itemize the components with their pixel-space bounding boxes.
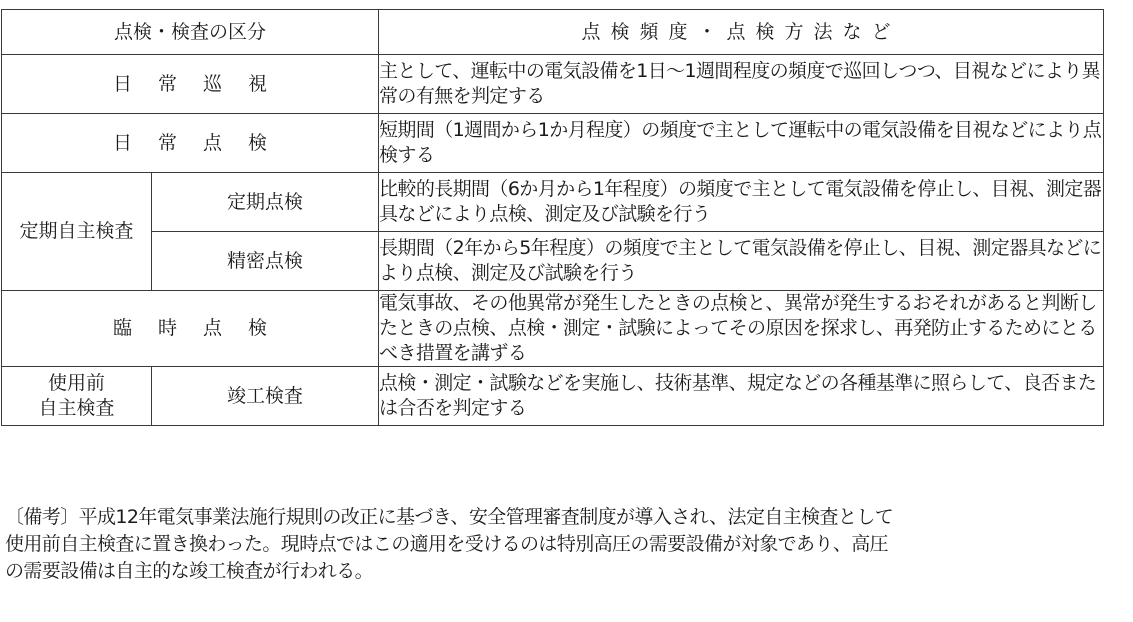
description-temporary-inspection: 電気事故、その他異常が発生したときの点検と、異常が発生するおそれがあると判断したときの点検、点検・測定・試験によってその原因を探求し、再発防止するためにとるべき措置を講ずる	[379, 291, 1104, 367]
inspection-table	[1, 9, 1104, 426]
table-row-periodic-inspection	[2, 173, 1104, 232]
table-row-completion-inspection	[2, 367, 1104, 426]
table-header-row	[2, 10, 1104, 55]
header-category-text: 点検・検査の区分	[114, 20, 267, 43]
group-label-line1: 使用前	[47, 372, 105, 394]
header-method	[379, 10, 1104, 55]
table-row-temporary-inspection	[2, 291, 1104, 367]
description-periodic-inspection: 比較的長期間（6か月から1年程度）の頻度で主として電気設備を停止し、目視、測定器具などにより点検、測定及び試験を行う	[379, 173, 1104, 232]
category-temporary-inspection	[2, 291, 379, 367]
category-label: 定期点検	[227, 190, 304, 213]
group-label: 定期自主検査	[19, 220, 134, 242]
description-detailed-inspection: 長期間（2年から5年程度）の頻度で主として電気設備を停止し、目視、測定器具などにより点検、測定及び試験を行う	[379, 232, 1104, 291]
category-label: 日常巡視	[113, 72, 294, 95]
description-daily-patrol: 主として、運転中の電気設備を1日～1週間程度の頻度で巡回しつつ、目視などにより異常の有無を判定する	[379, 55, 1104, 114]
category-daily-patrol	[2, 55, 379, 114]
group-label-line2: 自主検査	[38, 397, 115, 419]
table-row-daily-patrol	[2, 55, 1104, 114]
remarks-note	[5, 504, 1115, 585]
category-completion-inspection	[152, 367, 379, 426]
description-completion-inspection: 点検・測定・試験などを実施し、技術基準、規定などの各種基準に照らして、良否または合否を判定する	[379, 367, 1104, 426]
category-label: 竣工検査	[227, 384, 304, 407]
remarks-line-2: 使用前自主検査に置き換わった。現時点ではこの適用を受けるのは特別高圧の需要設備が対象であり、高圧	[5, 533, 889, 555]
header-category	[2, 10, 379, 55]
remarks-line-1: 〔備考〕平成12年電気事業法施行規則の改正に基づき、安全管理審査制度が導入され、法定自主検査として	[5, 506, 894, 528]
table-row-daily-inspection	[2, 114, 1104, 173]
group-periodic-self-inspection	[2, 173, 152, 291]
category-label: 精密点検	[227, 249, 304, 272]
description-daily-inspection: 短期間（1週間から1か月程度）の頻度で主として運転中の電気設備を目視などにより点検する	[379, 114, 1104, 173]
category-label: 臨時点検	[113, 317, 294, 339]
table-row-detailed-inspection	[2, 232, 1104, 291]
category-periodic-inspection	[152, 173, 379, 232]
category-daily-inspection	[2, 114, 379, 173]
remarks-line-3: の需要設備は自主的な竣工検査が行われる。	[5, 560, 374, 582]
header-method-text: 点検頻度・点検方法など	[581, 20, 901, 43]
category-detailed-inspection	[152, 232, 379, 291]
group-pre-use-self-inspection	[2, 367, 152, 426]
category-label: 日常点検	[113, 131, 294, 154]
